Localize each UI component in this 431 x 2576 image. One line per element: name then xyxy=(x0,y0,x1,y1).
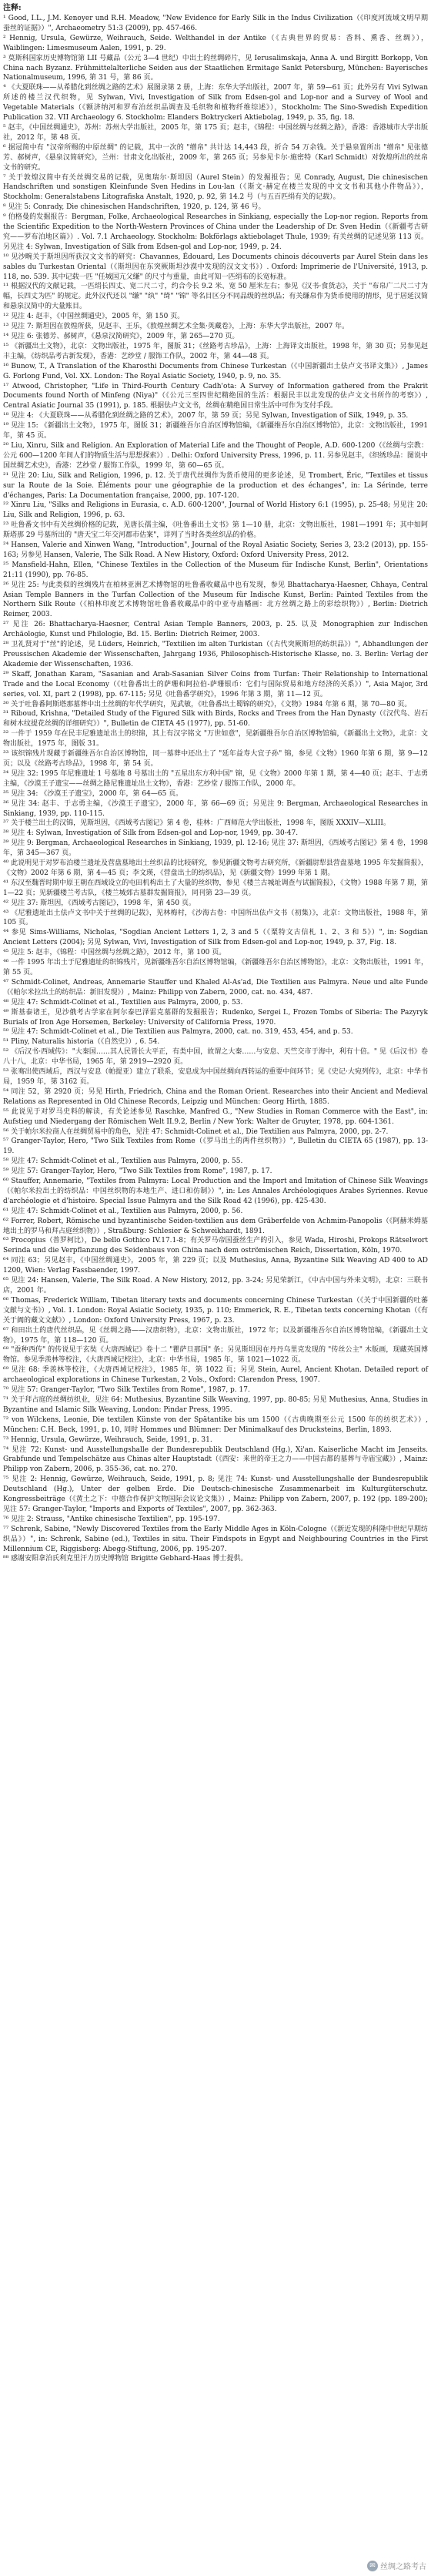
footnote: ⁶⁸ "蚕种西传" 的传说见于玄奘《大唐西域记》卷十二 "瞿萨旦那国" 条；另见斯坦因在丹丹乌里克发现的 "传丝公主" 木版画，现藏英国博物馆。参见季羡林等校注，《大唐西域记校注》，北京：中华书局，1985 年，第 1021—1022 页。 xyxy=(3,1346,428,1365)
footnote: ⁷⁶ 见注 2: Strauss, "Antike chinesische Textilien", pp. 195-197. xyxy=(3,1515,220,1523)
footnote: ⁴⁰ 此说明见于对罗布泊楼兰遗址及营盘墓地出土丝织品的比较研究，参见新疆文物考古研究所，《新疆尉犁县营盘墓地 1995 年发掘简报》，《文物》2002 年第 6 期，第 4—45 页；李文瑛，《营盘出土的纺织品》，见《新疆文物》1999 年第 1 期。 xyxy=(3,859,428,877)
footnote: ¹⁸ 见注 4: 《大夏联珠——从希腊化到丝绸之路的艺术》，2007 年，第 59 页；另见 Sylwan, Investigation of Silk, 1949, p. 35. xyxy=(3,412,409,420)
footnote: ⁴¹ 东汉至魏晋时期中原王朝在西域设立的屯田机构出土了大量的丝织物，参见《楼兰古城址调查与试掘简报》，《文物》1988 年第 7 期，第 1—22 页；见新疆楼兰考古队，《楼兰城郊古墓群发掘简报》，同刊第 23—39 页。 xyxy=(3,879,428,897)
footnote: ⁴³ 《尼雅遗址出土佉卢文书中关于丝绸的记载》，见林梅村，《沙海古卷：中国所出佉卢文书（初集）》，北京：文物出版社，1988 年，第 105 页。 xyxy=(3,909,428,927)
footnote: ⁷⁰ 见注 57: Granger-Taylor, "Two Silk Textiles from Rome", 1987, p. 17. xyxy=(3,1386,250,1395)
footnote: ¹³ 见注 7: 斯坦因在敦煌所获，见赵丰、王乐，《敦煌丝绸艺术全集·英藏卷》，上海：东华大学出版社，2007 年。 xyxy=(3,323,349,331)
footnote: ² Hennig, Ursula, Gewürze, Weihrauch, Seide. Welthandel in der Antike（《古典世界的贸易：香料、熏香、丝绸》），Waiblingen: Limesmuseum Aalen, 1991, p. 29. xyxy=(3,34,428,52)
footnote: ⁵¹ Pliny, Naturalis historia（《自然史》）, 6. 54. xyxy=(3,1038,160,1047)
watermark xyxy=(367,2560,426,2571)
footnote: ⁵⁰ 见注 47: Schmidt-Colinet et al., Die Textilien aus Palmyra, 2000, cat. no. 319, 453, 454, and p. 53. xyxy=(3,1028,353,1037)
footnote: ⁹ 伯格曼的发掘报告：Bergman, Folke, Archaeological Researches in Sinkiang, especially the Lop-nor region. Reports from the Scientific Expedition to the North-Western Provinces of China under the Leadership of Dr. Sven Hedin（《新疆考古研究——罗布泊地区篇》）. Vol. 7.1 Archaeology. Stockholm: Bokförlags aktiebolaget Thule, 1939; 有关丝绸的记述见第 113 页。另见注 4: Sylwan, Investigation of Silk from Edsen-gol and Lop-nor, 1949, p. 24. xyxy=(3,213,428,251)
footnote: ¹⁶ Bunow, T., A Translation of the Kharosthi Documents from Chinese Turkestan（《中国新疆出土佉卢文书译文集》）, James G. Forlong Fund, Vol. XX. London: The Royal Asiatic Society, 1940, p. 9, no. 35. xyxy=(3,362,428,380)
footnote: ³⁴ 见注 32: 1995 年尼雅遗址 1 号墓地 8 号墓出土的 "五星出东方利中国" 锦，见《文物》2000 年第 1 期，第 4—40 页；赵丰、于志勇主编，《沙漠王子遗宝——丝绸之路尼雅遗址出土文物》，香港：艺纱堂 / 服饰工作队，2000 年。 xyxy=(3,769,428,788)
footnote: ⁶⁶ Thomas, Frederick William, Tibetan literary texts and documents concerning Chinese Turkestan（《关于中国新疆的吐蕃文献与文书》）, Vol. 1. London: Royal Asiatic Society, 1935, p. 110; Emmerick, R. E., Tibetan texts concerning Khotan（《有关于阗的藏文文献》）, London: Oxford University Press, 1967, p. 23. xyxy=(3,1296,428,1325)
footnote: ²⁹ Skaff, Jonathan Karam, "Sasanian and Arab-Sasanian Silver Coins from Turfan: Their Relationship to International Trade and the Local Economy（《吐鲁番出土的萨珊和阿拉伯-萨珊银币：它们与国际贸易和地方经济的关系》）", Asia Major, 3rd series, vol. XI, part 2 (1998), pp. 67-115; 另见《吐鲁番学研究》，1996 年第 3 期，第 11—12 页。 xyxy=(3,670,428,698)
footnote: ¹² 见注 4: 赵丰，《中国丝绸通史》，2005 年，第 150 页。 xyxy=(3,313,185,321)
footnote: ¹⁵ 《新疆出土文物》，北京：文物出版社，1975 年，图版 31；《丝路考古珍品》，上海：上海译文出版社，1998 年，第 30 页；另参见赵丰主编，《纺织品考古新发现》，香港：艺纱堂 / 服饰工作队，2002 年，第 44—48 页。 xyxy=(3,342,428,360)
footnote: ⁵⁹ 见注 57: Granger-Taylor, Hero, "Two Silk Textiles from Rome", 1987, p. 17. xyxy=(3,1167,272,1176)
footnote: ²¹ 见注 20: Liu, Silk and Religion, 1996, p. 12. 关于唐代丝绸作为货币使用的更多论述，见 Trombert, Éric, "Textiles et tissus sur la Route de la Soie. Éléments pour une géographie de la production et des échanges", in: La Sérinde, terre d'échanges, Paris: La Documentation française, 2000, pp. 107-120. xyxy=(3,471,428,500)
footnote: ⁶⁰ Stauffer, Annemarie, "Textiles from Palmyra: Local Production and the Import and Imitation of Chinese Silk Weavings（《帕尔米拉出土的纺织品：中国丝织物的本地生产、进口和仿制》）", in: Les Annales Archéologiques Arabes Syriennes. Revue d'archéologie et d'histoire. Special Issue Palmyra and the Silk Road 42 (1996), pp. 425-430. xyxy=(3,1177,428,1205)
footnote: ⁸ 见注 5: Conrady, Die chinesischen Handschriften, 1920, p. 124, 第 46 号。 xyxy=(3,203,266,212)
footnote: ¹ Good, I.L., J.M. Kenoyer und R.H. Meadow, "New Evidence for Early Silk in the Indus Civilization（《印度河流域文明早期蚕丝的证据》）", Archaeometry 51:3 (2009), pp. 457-466. xyxy=(3,15,428,32)
footnote: ³⁰ 关于吐鲁番阿斯塔那墓葬中出土丝绸的年代学研究，见武敏，《吐鲁番出土蜀锦的研究》，《文物》1984 年第 6 期，第 70—80 页。 xyxy=(3,700,412,708)
footnote: ⁷¹ 关于拜占庭的丝绸纺织业，见注 64: Muthesius, Byzantine Silk Weaving, 1997, pp. 80-85; 另见 Muthesius, Anna, Studies in Byzantine and Islamic Silk Weaving, London: Pindar Press, 1995. xyxy=(3,1395,428,1414)
footnote: ⁵² 《后汉书·西域传》："大秦国……其人民皆长大平正，有类中国，故谓之大秦……与安息、天竺交市于海中，利有十倍。" 见《后汉书》卷八十八，北京：中华书局，1965 年，第 2919—2920 页。 xyxy=(3,1048,428,1067)
footnote: ³⁵ 见注 34: 《沙漠王子遗宝》，2000 年，第 64—65 页。 xyxy=(3,789,183,798)
footnote: ³¹ Riboud, Krishna, "Detailed Study of the Figured Silk with Birds, Rocks and Trees from the Han Dynasty（《汉代鸟、岩石和树木纹提花丝绸的详细研究》）", Bulletin de CIETA 45 (1977), pp. 51-60. xyxy=(3,710,428,729)
footnote: ¹⁴ 见注 6: 张德芳、郝树声，《悬泉汉简研究》，2009 年，第 265—270 页。 xyxy=(3,333,239,340)
footnote: ⁶⁷ 和田出土的唐代丝织品，见《丝绸之路——汉唐织物》，北京：文物出版社，1972 年；以及新疆维吾尔自治区博物馆编，《新疆出土文物》，1975 年，第 118—120 页。 xyxy=(3,1326,428,1345)
footnote: ⁷⁵ 见注 2: Hennig, Gewürze, Weihrauch, Seide, 1991, p. 8; 见注 74: Kunst- und Ausstellungshalle der Bundesrepublik Deutschland (Hg.), Unter der gelben Erde. Die Deutsch-chinesische Zusammenarbeit im Kulturgüterschutz. Kongressbeiträge（《黄土之下：中德合作保护文物国际会议论文集》）, Mainz: Philipp von Zabern, 2007, p. 192 (pp. 189-200); 见注 57: Granger-Taylor, "Imports and Exports of Textiles", 2007, pp. 362-363. xyxy=(3,1476,428,1513)
footnote: ⁷⁷ Schrenk, Sabine, "Newly Discovered Textiles from the Early Middle Ages in Köln-Cologne（《新近发现的科隆中世纪早期纺织品》）", in: Schrenk, Sabine (ed.), Textiles in situ. Their Findspots in Egypt and Neighbouring Countries in the First Millennium CE, Riggisberg: Abegg-Stiftung, 2006, pp. 195-207. xyxy=(3,1525,428,1553)
footnote: ⁴⁷ Schmidt-Colinet, Andreas, Annemarie Stauffer und Khaled Al-As'ad, Die Textilien aus Palmyra. Neue und alte Funde（《帕尔米拉出土的纺织品：新旧发现》）, Mainz: Philipp von Zabern, 2000, cat. no. 434, 487. xyxy=(3,978,428,997)
watermark-text: 丝绸之路考古 xyxy=(380,2563,426,2571)
footnote: ³³ 该织锦残片现藏于新疆维吾尔自治区博物馆，同一墓葬中还出土了 "延年益寿大宜子孙" 锦，参见《文物》1960 年第 6 期，第 9—12 页；以及《丝路考古珍品》，1998 年，第 54 页。 xyxy=(3,750,428,768)
footnote: ⁸⁸ 感谢安阳拿泊氏利克里汗力历史博物馆 Brigitte Gebhard-Haas 博士提供。 xyxy=(3,1555,248,1563)
footnote: ⁴⁹ 斯基泰诸王，见沙俄考古学家在阿尔泰巴泽雷克墓群的发掘报告；Rudenko, Sergei I., Frozen Tombs of Siberia: The Pazyryk Burials of Iron Age Horsemen, Berkeley: University of California Press, 1970. xyxy=(3,1008,428,1027)
footnote: ⁶¹ 见注 47: Schmidt-Colinet et al., Textilien aus Palmyra, 2000, p. 56. xyxy=(3,1207,243,1215)
notes-list xyxy=(3,14,428,1564)
footnote: ²⁰ Liu, Xinru, Silk and Religion. An Exploration of Material Life and the Thought of People, A.D. 600-1200（《丝绸与宗教：公元 600—1200 年间人们的物质生活与思想探索》）. Delhi: Oxford University Press, 1996, p. 11. 另参见赵丰，《织绣珍品：图说中国丝绸艺术史》，香港：艺纱堂 / 服饰工作队，1999 年，第 60—65 页。 xyxy=(3,441,428,470)
footnote: ³ 莫斯科国家历史博物馆第 LII 号藏品（公元 3—4 世纪）中出土的丝绸碎片，见 Ierusalimskaja, Anna A. und Birgitt Borkopp, Von China nach Byzanz. Frühmittelalterliche Seiden aus der Staatlichen Ermitage Sankt Petersburg, München: Bayerisches Nationalmuseum, 1996, 第 31 号，第 86 页。 xyxy=(3,54,428,82)
footnote: ⁵⁵ 此说见于对罗马史料的解读，有关论述参见 Raschke, Manfred G., "New Studies in Roman Commerce with the East", in: Aufstieg und Niedergang der Römischen Welt II.9.2, Berlin / New York: Walter de Gruyter, 1978, pp. 604-1361. xyxy=(3,1107,428,1126)
footnote: ⁴⁶ 一件 1995 年出土于尼雅遗址的织锦残片，见新疆维吾尔自治区博物馆编，《新疆维吾尔自治区博物馆》，北京：文物出版社，1991 年，第 55 页。 xyxy=(3,959,428,976)
footnote: ¹⁷ Atwood, Christopher, "Life in Third-Fourth Century Cadh'ota: A Survey of Information gathered from the Prakrit Documents found North of Minfeng (Niya)"（《公元三至四世纪精绝国的生活：根据民丰以北发现的佉卢文文书所作的考察》）, Central Asiatic Journal 35 (1991), p. 185. 根据佉卢文文书，丝绸在精绝国日常生活中可作为支付手段。 xyxy=(3,382,428,410)
footnote: ³⁸ 见注 4: Sylwan, Investigation of Silk from Edsen-gol and Lop-nor, 1949, pp. 30-47. xyxy=(3,829,299,838)
footnote: ³² 一件于 1959 年在民丰尼雅遗址出土的织锦，其上有汉字铭文 "万世如意"，见新疆维吾尔自治区博物馆编，《新疆出土文物》，北京：文物出版社，1975 年，图版 31。 xyxy=(3,730,428,749)
footnote: ²² Xinru Liu, "Silks and Religions in Eurasia, c. A.D. 600-1200", Journal of World History 6:1 (1995), p. 25-48; 另见注 20: Liu, Silk and Religion, 1996, p. 63. xyxy=(3,501,428,520)
footnote: ⁷ 关于敦煌汉简中有关丝绸交易的记载，见奥瑞尔·斯坦因（Aurel Stein）的发掘报告；见 Conrady, August, Die chinesischen Handschriften und sonstigen Kleinfunde Sven Hedins in Lou-lan（《斯文·赫定在楼兰发现的中文文书和其他小件物品》），Stockholm: Generalstabens Litografiska Anstalt, 1920, p. 92, 第 14.2 号（与五百匹绢有关的记载）。 xyxy=(3,173,428,202)
notes-heading: 注释: xyxy=(3,4,22,12)
footnote: ⁴² 见注 37: 斯坦因，《西域考古图记》，1998 年，第 450 页。 xyxy=(3,899,195,907)
footnote: ⁴⁸ 见注 47: Schmidt-Colinet et al., Textilien aus Palmyra, 2000, p. 53. xyxy=(3,998,243,1007)
footnote: ²⁸ 卫礼贤对于"丝"的论述，见 Lüders, Heinrich, "Textilien im alten Turkistan（《古代突厥斯坦的纺织品》）", Abhandlungen der Preussischen Akademie der Wissenschaften, Jahrgang 1936, Philosophisch-Historische Klasse, no. 3. Berlin: Verlag der Akademie der Wissenschaften, 1936. xyxy=(3,641,428,668)
footnote: ⁶⁵ 见注 24: Hansen, Valerie, The Silk Road. A New History, 2012, pp. 3-24; 另见荣新江，《中古中国与外来文明》，北京：三联书店，2001 年。 xyxy=(3,1277,428,1295)
footnote: ⁴⁵ 见注 5: 赵丰，《锦程：中国丝绸与丝绸之路》，2012 年，第 100 页。 xyxy=(3,949,226,957)
footnote: ²⁵ Mansfield-Hahn, Ellen, "Chinese Textiles in the Collection of the Museum für Indische Kunst, Berlin", Orientations 21:11 (1990), pp. 76-85. xyxy=(3,561,428,579)
footnote: ⁷³ Hennig, Ursula, Gewürze, Weihrauch, Seide, 1991, p. 31. xyxy=(3,1435,212,1444)
footnote: ¹⁰ 见沙畹关于斯坦因所获汉文文书的研究：Chavannes, Édouard, Les Documents chinois découverts par Aurel Stein dans les sables du Turkestan Oriental（《斯坦因在东突厥斯坦沙漠中发现的汉文文书》）. Oxford: Imprimerie de l'Université, 1913, p. 118, no. 539. 其中记载一匹 "任城国亢父缣" 的尺寸与重量，由此可知一匹绢布的长宽标准。 xyxy=(3,253,428,281)
footnote: ²³ 吐鲁番文书中有关丝绸价格的记载，见唐长孺主编，《吐鲁番出土文书》第 1—10 册，北京：文物出版社，1981—1991 年；其中如阿斯塔那 29 号墓所出的 "唐天宝二年交河郡市估案"，详列了当时各类丝织品的价格。 xyxy=(3,521,428,540)
footnote: ³⁶ 见注 34: 赵丰、于志勇主编，《沙漠王子遗宝》，2000 年，第 66—69 页；另见注 9: Bergman, Archaeological Researches in Sinkiang, 1939, pp. 110-115. xyxy=(3,799,428,818)
footnote: ¹¹ 根据汉代的文献记载，一匹绢长四丈、宽二尺二寸，约合今长 9.2 米、宽 50 厘米左右；参见《汉书·食货志》，关于 "布帛广二尺二寸为幅，长四丈为匹" 的规定。此外汉代还以 "缣" "纨" "绮" "锦" 等名目区分不同品级的丝织品；有关缣帛作为货币使用的情形，见于居延汉简和悬泉汉简中的大量账目。 xyxy=(3,283,428,311)
footnote: ⁵³ 张骞出使西域后，西汉与安息（帕提亚）建立了联系，安息成为中国丝绸向西转运的重要中间环节；见《史记·大宛列传》，北京：中华书局，1959 年，第 3162 页。 xyxy=(3,1068,428,1086)
footnote: ⁶⁹ 见注 68: 季羡林等校注，《大唐西域记校注》，1985 年，第 1022 页；另见 Stein, Aurel, Ancient Khotan. Detailed report of archaeological explorations in Chinese Turkestan, 2 Vols., Oxford: Clarendon Press, 1907. xyxy=(3,1366,428,1385)
footnote: ⁵⁷ Granger-Taylor, Hero, "Two Silk Textiles from Rome（《罗马出土的两件丝织物》）", Bulletin du CIETA 65 (1987), pp. 13-19. xyxy=(3,1137,428,1156)
footnote: ⁷² von Wilckens, Leonie, Die textilen Künste von der Spätantike bis um 1500（《古典晚期至公元 1500 年的纺织艺术》）, München: C.H. Beck, 1991, p. 10, 同时 Hommes und Blümner: Der Minimalkauf des Drucksteins, Berlin, 1893. xyxy=(3,1415,428,1434)
footnote: ⁶ 据冠简中有 "汉帝所赐的中原丝绸" 的记载，其中一次的 "缯帛" 共计达 14,443 段，折合 54 万余钱。关于悬泉置所出 "缯帛" 见张德芳、郝树声，《悬泉汉简研究》，兰州：甘肃文化出版社，2009 年，第 265 页；另参见卡尔·施密特（Karl Schmidt）对敦煌所出的丝帛文书的研究。 xyxy=(3,143,428,172)
footnote: ²⁴ Hansen, Valerie and Xinwen Wang, "Introduction", Journal of the Royal Asiatic Society, Series 3, 23:2 (2013), pp. 155-163; 另参见 Hansen, Valerie, The Silk Road. A New History, Oxford: Oxford University Press, 2012. xyxy=(3,541,428,559)
wechat-icon: ✉ xyxy=(367,2561,378,2571)
footnote: ⁵ 赵丰，《中国丝绸通史》，苏州：苏州大学出版社，2005 年，第 175 页；赵丰，《锦程：中国丝绸与丝绸之路》，香港：香港城市大学出版社，2012 年，第 48 页。 xyxy=(3,123,428,142)
footnote: ⁴⁴ 参见 Sims-Williams, Nicholas, "Sogdian Ancient Letters 1, 2, 3 and 5（《粟特文古信札 1、2、3 和 5》）", in: Sogdian Ancient Letters (2004); 另见 Sylwan, Vivi, Investigation of Silk from Edsen-gol and Lop-nor, 1949, p. 37, Fig. 18. xyxy=(3,929,428,947)
footnote: ³⁷ 关于楼兰出土的汉锦，见斯坦因，《西域考古图记》第 4 卷，桂林：广西师范大学出版社，1998 年，图版 XXXIV—XLIII。 xyxy=(3,819,390,828)
footnote: ⁶³ Procopius（普罗柯比），De bello Gothico IV.17.1-8；有关罗马帝国蚕丝生产的引入，参见 Wada, Hiroshi, Prokops Rätselwort Serinda und die Verpflanzung des Seidenbaus von China nach dem oströmischen Reich, Dissertation, Köln, 1970. xyxy=(3,1237,428,1255)
footnote: ⁷⁴ 见注 72: Kunst- und Ausstellungshalle der Bundesrepublik Deutschland (Hg.), Xi'an. Kaiserliche Macht im Jenseits. Grabfunde und Tempelschätze aus Chinas alter Hauptstadt（《西安：来世的帝王之力——中国古都的墓葬与寺庙宝藏》）, Mainz: Philipp von Zabern, 2006, p. 355-36, cat. no. 270. xyxy=(3,1445,428,1474)
footnote: ⁶² Forrer, Robert, Römische und byzantinische Seiden-textilien aus dem Gräberfelde von Achmim-Panopolis（《阿赫米姆墓地出土的罗马和拜占庭丝织物》）, Straßburg: Schlesier & Schweikhardt, 1891. xyxy=(3,1217,428,1235)
footnote: ⁵⁶ 关于帕尔米拉商人在丝绸贸易中的角色，见注 47: Schmidt-Colinet et al., Die Textilien aus Palmyra, 2000, pp. 2-7. xyxy=(3,1127,389,1136)
footnote: ²⁷ 见注 26: Bhattacharya-Haesner, Central Asian Temple Banners, 2003, p. 25. 以及 Monographien zur Indischen Archäologie, Kunst und Philologie, Bd. 15. Berlin: Dietrich Reimer, 2003. xyxy=(3,621,428,639)
footnote: ³⁹ 见注 9: Bergman, Archaeological Researches in Sinkiang, 1939, pl. 12-16; 见注 37: 斯坦因，《西域考古图记》第 4 卷，1998 年，第 345—367 页。 xyxy=(3,839,428,858)
footnote: ⁶⁴ 同注 63；另见赵丰，《中国丝绸通史》，2005 年，第 229 页；以及 Muthesius, Anna, Byzantine Silk Weaving AD 400 to AD 1200, Wien: Verlag Fassbaender, 1997. xyxy=(3,1257,428,1275)
footnote: ⁵⁸ 见注 47: Schmidt-Colinet et al., Textilien aus Palmyra, 2000, p. 55. xyxy=(3,1157,243,1166)
footnote: ⁴ 《大夏联珠——从希腊化到丝绸之路的艺术》展图录第 2 册，上海：东华大学出版社，2007 年，第 59—61 页；此外另有 Vivi Sylwan 所述的楼兰汉代织物，见 Sylwan, Vivi, Investigation of Silk from Edsen-gol and Lop-nor and a Survey of Wool and Vegetable Materials（《额济纳河和罗布泊丝织品调查及毛织物和植物纤维综述》），Stockholm: The Sino-Swedish Expedition Publication 32. VII Archaeology 6. Stockholm: Elanders Boktryckeri Aktiebolag, 1949, p. 35, fig. 18. xyxy=(3,84,428,122)
footnote: ⁵⁴ 同注 52，第 2920 页；另见 Hirth, Friedrich, China and the Roman Orient. Researches into their Ancient and Medieval Relations as Represented in Old Chinese Records, Leipzig und München: Georg Hirth, 1885. xyxy=(3,1087,428,1106)
footnote: ²⁶ 见注 25: 与此类似的丝绸残片在柏林亚洲艺术博物馆的吐鲁番收藏品中也有发现，参见 Bhattacharya-Haesner, Chhaya, Central Asian Temple Banners in the Turfan Collection of the Museum für Indische Kunst, Berlin: Painted Textiles from the Northern Silk Route（《柏林印度艺术博物馆吐鲁番收藏品中的中亚寺庙幡画：北方丝绸之路上的彩绘织物》）, Berlin: Dietrich Reimer, 2003. xyxy=(3,581,428,619)
footnote: ¹⁹ 见注 15: 《新疆出土文物》，1975 年，图版 31；新疆维吾尔自治区博物馆编，《新疆维吾尔自治区博物馆》，北京：文物出版社，1991 年，第 45 页。 xyxy=(3,422,428,440)
